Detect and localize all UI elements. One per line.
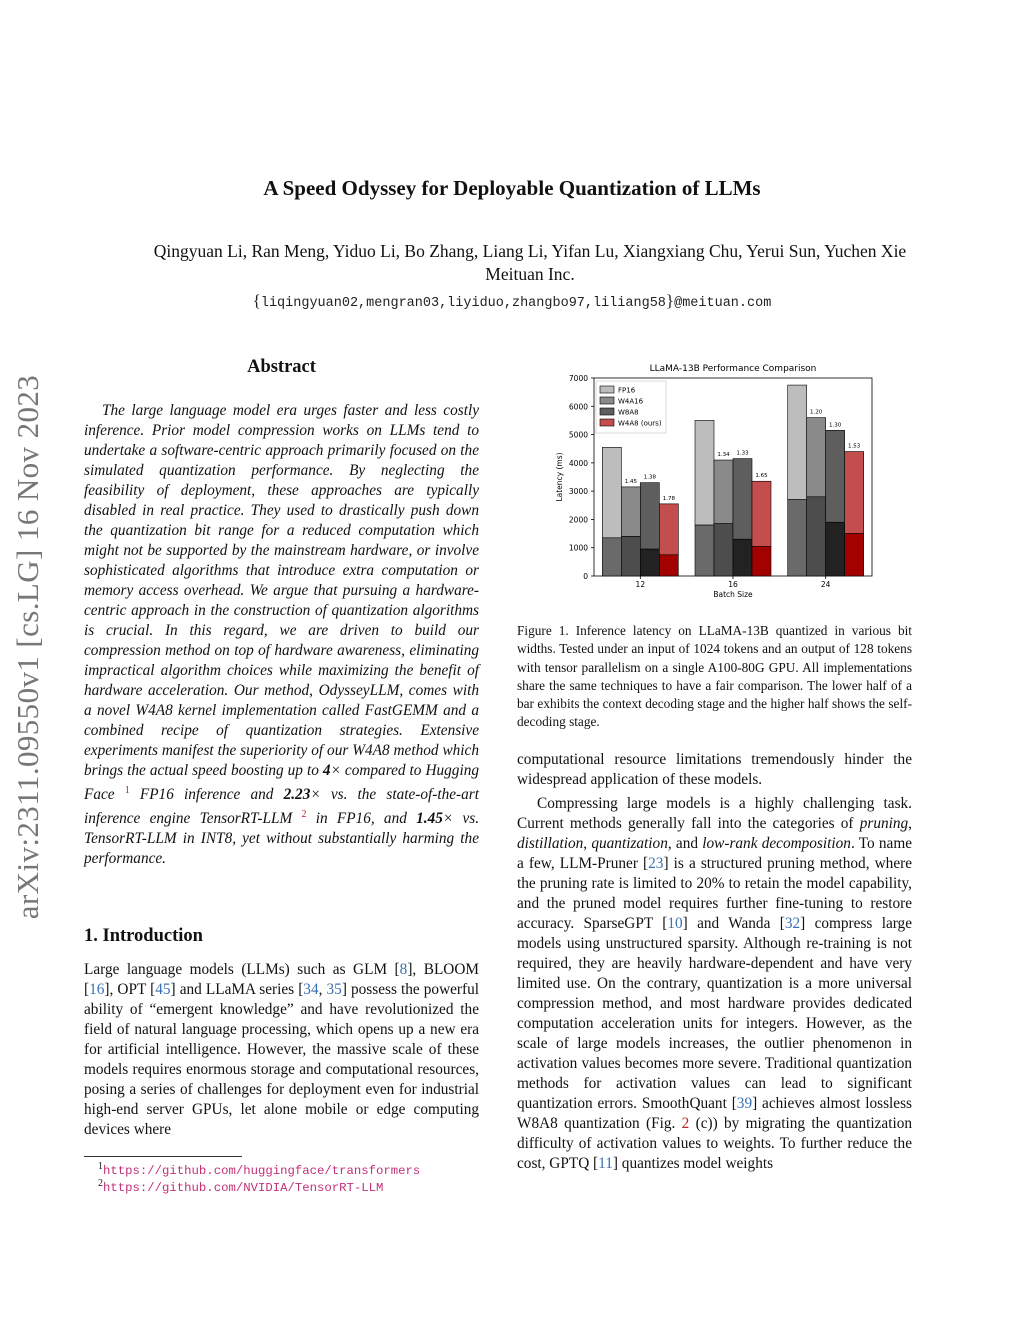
abstract-part: in FP16, and: [306, 810, 417, 828]
text: ] is a structured pruning method, where the pruning rate is limited to 20% to retain the model capability, and the pruned model requires further fine-tuning to restore accuracy. SparseGPT [: [517, 855, 912, 932]
text: ,: [908, 815, 912, 832]
legend-swatch: [600, 386, 614, 393]
bar-context-decoding: [640, 549, 659, 576]
text: ] compress large models using unstructured sparsity. Although re-training is not required, they are heavily hardware-dependent and have very limited use. On the contrary, quantization is a more universal compression method, and most hardware provides dedicated computation acceleration units for integers. However, as the scale of large models increases, the outlier phenomenon in activation values becomes more severe. Traditional quantization methods for activation values can lead to significant quantization errors. SmoothQuant [: [517, 915, 912, 1112]
y-tick-label: 2000: [568, 515, 588, 525]
x-axis-label: Batch Size: [713, 590, 753, 599]
abstract-bold: 4: [322, 762, 331, 779]
abstract-part: FP16 inference and: [129, 786, 284, 804]
text: . To name a few, LLM-Pruner [: [517, 835, 913, 872]
y-tick-label: 0: [583, 572, 588, 581]
y-tick-label: 7000: [568, 374, 588, 383]
chart-title: LLaMA-13B Performance Comparison: [649, 364, 817, 374]
bar-context-decoding: [788, 500, 807, 576]
footnote-1[interactable]: [98, 1161, 420, 1178]
text: ] and LLaMA series [: [170, 981, 304, 998]
bar-context-decoding: [621, 536, 640, 576]
term: low-rank decomposition: [702, 835, 851, 852]
author-block: [60, 240, 1000, 286]
intro-text: [84, 960, 479, 1140]
citation-link[interactable]: 8: [399, 961, 408, 978]
abstract-heading: Abstract: [247, 357, 316, 377]
bar-self-decoding: [714, 460, 733, 524]
footnote-ref[interactable]: 1: [124, 785, 130, 796]
citation-link[interactable]: 11: [598, 1155, 613, 1172]
text: ], OPT [: [104, 981, 156, 998]
y-tick-label: 1000: [568, 543, 588, 553]
bar-speedup-label: 1.33: [736, 450, 749, 457]
right-paragraph-2: [517, 794, 912, 1174]
affiliation: Meituan Inc.: [485, 264, 575, 284]
text: Compressing large models is a highly challenging task. Current methods generally fall into the categories of: [517, 795, 912, 832]
bar-speedup-label: 1.20: [810, 409, 823, 416]
bar-speedup-label: 1.65: [755, 473, 768, 480]
bar-self-decoding: [659, 504, 678, 555]
bar-self-decoding: [752, 481, 771, 546]
paper-title: A Speed Odyssey for Deployable Quantization of LLMs: [263, 176, 761, 200]
email-line: {liqingyuan02,mengran03,liyiduo,zhangbo97,liliang58}@meituan.com: [252, 291, 772, 311]
citation-link[interactable]: 10: [667, 915, 683, 932]
citation-link[interactable]: 39: [736, 1095, 753, 1112]
bar-self-decoding: [788, 385, 807, 500]
footnote-ref[interactable]: 2: [301, 809, 307, 821]
bar-self-decoding: [733, 459, 752, 540]
term: quantization: [591, 835, 668, 852]
term: pruning: [859, 815, 909, 832]
authors: Qingyuan Li, Ran Meng, Yiduo Li, Bo Zhang, Liang Li, Yifan Lu, Xiangxiang Chu, Yerui Sun, Yuchen Xie: [153, 241, 907, 261]
bar-context-decoding: [659, 555, 678, 576]
citation-link[interactable]: 32: [784, 915, 801, 932]
text: ,: [583, 835, 592, 852]
bar-self-decoding: [807, 418, 826, 497]
citation-link[interactable]: 45: [155, 981, 171, 998]
bar-context-decoding: [752, 546, 771, 576]
bar-context-decoding: [695, 525, 714, 576]
citation-link[interactable]: 34: [303, 981, 319, 998]
text: Large language models (LLMs) such as GLM [: [84, 961, 400, 978]
bar-speedup-label: 1.45: [624, 478, 637, 485]
citation-link[interactable]: 23: [648, 855, 664, 872]
bar-speedup-label: 1.53: [848, 443, 861, 450]
text: ], BLOOM [: [84, 961, 479, 998]
text: (c)) by migrating the quantization difficulty of activation values to weights. To further reduce the cost, GPTQ [: [517, 1115, 912, 1172]
y-axis-label: Latency (ms): [555, 452, 564, 502]
text: , and: [667, 835, 703, 852]
y-tick-label: 4000: [568, 458, 588, 468]
bar-self-decoding: [621, 487, 640, 537]
bar-self-decoding: [845, 452, 864, 534]
bar-context-decoding: [807, 497, 826, 576]
bar-context-decoding: [733, 539, 752, 576]
footnote-rule: [84, 1156, 242, 1157]
abstract-part: × compared to Hugging Face: [84, 762, 479, 804]
legend-swatch: [600, 408, 614, 415]
bar-context-decoding: [826, 522, 845, 576]
term: distillation: [517, 835, 584, 852]
bar-self-decoding: [640, 483, 659, 549]
email-users: liqingyuan02,mengran03,liyiduo,zhangbo97,liliang58: [260, 296, 666, 311]
text: ] achieves almost lossless W8A8 quantization (Fig.: [517, 1095, 912, 1132]
y-tick-label: 6000: [568, 402, 588, 412]
abstract-bold: 2.23: [283, 786, 311, 804]
footnote-number: 1: [98, 1161, 103, 1172]
figure-caption: Figure 1. Inference latency on LLaMA-13B quantized in various bit widths. Tested under an input of 1024 tokens and an output of 128 tokens with tensor parallelism on a single A100-80G GPU. All implementations share the same techniques to have a fair comparison. The lower half of a bar exhibits the context decoding stage and the higher half shows the self-decoding stage.: [517, 623, 912, 730]
x-tick-label: 12: [635, 580, 646, 589]
legend-swatch: [600, 419, 614, 426]
text: ] quantizes model weights: [612, 1155, 774, 1172]
bar-self-decoding: [826, 430, 845, 522]
footnote-url[interactable]: https://github.com/NVIDIA/TensorRT-LLM: [103, 1181, 384, 1196]
figure-link[interactable]: 2: [681, 1115, 690, 1132]
footnote-url[interactable]: https://github.com/huggingface/transformers: [103, 1164, 421, 1179]
citation-link[interactable]: 35: [326, 981, 342, 998]
footnote-2[interactable]: [98, 1178, 383, 1195]
latency-bar-chart: [548, 356, 908, 604]
citation-link[interactable]: 16: [89, 981, 105, 998]
bar-speedup-label: 1.30: [829, 422, 842, 429]
legend-label: FP16: [618, 386, 636, 395]
email-domain: @meituan.com: [674, 296, 772, 311]
legend-swatch: [600, 397, 614, 404]
legend-label: W8A8: [618, 408, 639, 417]
arxiv-stamp: arXiv:2311.09550v1 [cs.LG] 16 Nov 2023: [10, 374, 45, 920]
abstract-part: × vs. the state-of-the-art inference engine TensorRT-LLM: [84, 786, 479, 828]
bar-self-decoding: [695, 420, 714, 525]
text: ] possess the powerful ability of “emergent knowledge” and have revolutionized the field of natural language processing, which opens up a new era for artificial intelligence. However, the massive scale of these models requires enormous storage and computational resources, posing a series of challenges for deployment even for industrial high-end server GPUs, let alone mobile or edge computing devices where: [84, 981, 479, 1138]
text: ] and Wanda [: [682, 915, 785, 932]
legend-label: W4A8 (ours): [618, 419, 662, 428]
bar-context-decoding: [714, 524, 733, 576]
abstract-part: The large language model era urges faster and less costly inference. Prior model compression works on LLMs tend to undertake a software-centric approach primarily focused on the simulated quantization performance. By neglecting the feasibility of deployment, these approaches are typically disabled in real practice. They used to drastically push down the quantization bit range for a reduced computation which might not be supported by the mainstream hardware, or involve sophisticated algorithms that introduce extra computation or memory access overhead. We argue that pursuing a hardware-centric approach in the construction of quantization algorithms is crucial. In this regard, we are driven to build our compression method on top of hardware awareness, eliminating impractical algorithm choices while maximizing the benefit of hardware acceleration. Our method, OdysseyLLM, comes with a novel W4A8 kernel implementation called FastGEMM and a combined recipe of quantization strategies. Extensive experiments manifest the superiority of our W4A8 method which brings the actual speed boosting up to: [84, 402, 479, 779]
right-paragraph-1: computational resource limitations tremendously hinder the widespread application of these models.: [517, 751, 912, 788]
footnote-number: 2: [98, 1178, 103, 1189]
legend-label: W4A16: [618, 397, 644, 406]
bar-speedup-label: 1.34: [717, 452, 730, 459]
y-tick-label: 5000: [568, 430, 588, 440]
x-tick-label: 16: [728, 580, 738, 589]
abstract-bold: 1.45: [416, 810, 443, 828]
intro-heading: 1. Introduction: [84, 926, 203, 946]
bar-speedup-label: 1.38: [643, 474, 656, 481]
bar-self-decoding: [602, 447, 621, 538]
abstract-text: [84, 401, 479, 869]
x-tick-label: 24: [820, 580, 831, 589]
abstract-part: × vs. TensorRT-LLM in INT8, yet without substantially harming the performance.: [84, 810, 480, 868]
bar-context-decoding: [602, 538, 621, 576]
bar-context-decoding: [845, 534, 864, 576]
y-tick-label: 3000: [568, 487, 588, 497]
text: ,: [318, 981, 327, 998]
bar-speedup-label: 1.78: [662, 495, 675, 502]
